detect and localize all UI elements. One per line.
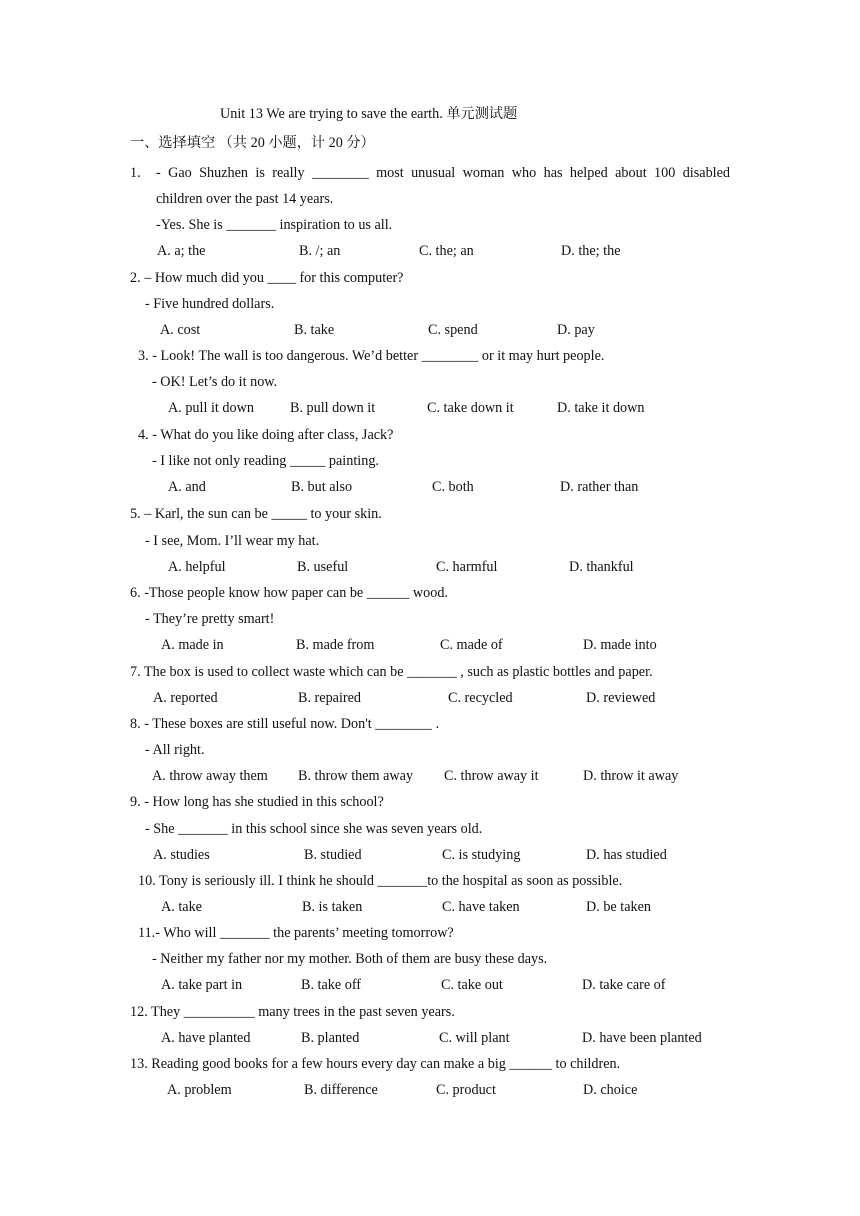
option-d[interactable]: D. take it down xyxy=(557,400,645,416)
option-d[interactable]: D. made into xyxy=(583,637,657,653)
question-text: 3. - Look! The wall is too dangerous. We’d better ________ or it may hurt people. xyxy=(138,348,605,364)
option-c[interactable]: C. have taken xyxy=(442,899,520,915)
option-a[interactable]: A. and xyxy=(168,479,206,495)
option-d[interactable]: D. the; the xyxy=(561,243,621,259)
option-c[interactable]: C. both xyxy=(432,479,474,495)
option-b[interactable]: B. take xyxy=(294,322,335,338)
question-text: children over the past 14 years. xyxy=(156,191,334,207)
option-d[interactable]: D. thankful xyxy=(569,559,634,575)
option-c[interactable]: C. throw away it xyxy=(444,768,539,784)
option-d[interactable]: D. reviewed xyxy=(586,690,656,706)
option-b[interactable]: B. take off xyxy=(301,977,362,993)
question-text: 2. – How much did you ____ for this computer? xyxy=(130,270,404,286)
question-text: - She _______ in this school since she was seven years old. xyxy=(145,821,483,837)
option-c[interactable]: C. take out xyxy=(441,977,503,993)
option-d[interactable]: D. has studied xyxy=(586,847,667,863)
option-a[interactable]: A. a; the xyxy=(157,243,206,259)
option-a[interactable]: A. pull it down xyxy=(168,400,254,416)
option-b[interactable]: B. pull down it xyxy=(290,400,376,416)
option-b[interactable]: B. useful xyxy=(297,559,349,575)
question-text: 8. - These boxes are still useful now. Don't ________ . xyxy=(130,716,440,732)
option-b[interactable]: B. difference xyxy=(304,1082,378,1098)
question-text: 10. Tony is seriously ill. I think he should _______to the hospital as soon as possible. xyxy=(138,873,623,889)
option-d[interactable]: D. pay xyxy=(557,322,595,338)
option-d[interactable]: D. take care of xyxy=(582,977,666,993)
option-c[interactable]: C. product xyxy=(436,1082,496,1098)
option-d[interactable]: D. rather than xyxy=(560,479,639,495)
option-c[interactable]: C. spend xyxy=(428,322,478,338)
question-text: -Yes. She is _______ inspiration to us all. xyxy=(156,217,393,233)
option-a[interactable]: A. problem xyxy=(167,1082,232,1098)
option-b[interactable]: B. /; an xyxy=(299,243,341,259)
question-text: - Gao Shuzhen is really ________ most unusual woman who has helped about 100 disabled xyxy=(156,165,730,181)
option-d[interactable]: D. have been planted xyxy=(582,1030,702,1046)
question-number: 1. xyxy=(130,165,141,181)
option-c[interactable]: C. made of xyxy=(440,637,503,653)
option-a[interactable]: A. cost xyxy=(160,322,201,338)
question-text: 7. The box is used to collect waste which can be _______ , such as plastic bottles and paper. xyxy=(130,664,653,680)
option-a[interactable]: A. made in xyxy=(161,637,224,653)
option-d[interactable]: D. choice xyxy=(583,1082,638,1098)
option-a[interactable]: A. take xyxy=(161,899,202,915)
question-text: 5. – Karl, the sun can be _____ to your skin. xyxy=(130,506,382,522)
question-text: 11.- Who will _______ the parents’ meeting tomorrow? xyxy=(138,925,454,941)
question-text: 12. They __________ many trees in the past seven years. xyxy=(130,1004,455,1020)
option-b[interactable]: B. planted xyxy=(301,1030,360,1046)
option-b[interactable]: B. made from xyxy=(296,637,375,653)
section-heading: 一、选择填空 （共 20 小题，计 20 分） xyxy=(130,135,375,151)
option-c[interactable]: C. is studying xyxy=(442,847,521,863)
option-c[interactable]: C. take down it xyxy=(427,400,514,416)
option-c[interactable]: C. recycled xyxy=(448,690,513,706)
option-a[interactable]: A. studies xyxy=(153,847,210,863)
question-text: - Five hundred dollars. xyxy=(145,296,275,312)
option-b[interactable]: B. is taken xyxy=(302,899,363,915)
question-text: 4. - What do you like doing after class, Jack? xyxy=(138,427,394,443)
option-a[interactable]: A. throw away them xyxy=(152,768,268,784)
option-b[interactable]: B. throw them away xyxy=(298,768,414,784)
question-text: - All right. xyxy=(145,742,205,758)
question-text: 9. - How long has she studied in this school? xyxy=(130,794,384,810)
question-text: - Neither my father nor my mother. Both of them are busy these days. xyxy=(152,951,548,967)
option-a[interactable]: A. take part in xyxy=(161,977,243,993)
option-a[interactable]: A. reported xyxy=(153,690,218,706)
question-text: - I see, Mom. I’ll wear my hat. xyxy=(145,533,320,549)
option-d[interactable]: D. throw it away xyxy=(583,768,679,784)
question-text: 13. Reading good books for a few hours every day can make a big ______ to children. xyxy=(130,1056,621,1072)
option-c[interactable]: C. the; an xyxy=(419,243,474,259)
question-text: - OK! Let’s do it now. xyxy=(152,374,278,390)
option-d[interactable]: D. be taken xyxy=(586,899,652,915)
question-text: 6. -Those people know how paper can be ______ wood. xyxy=(130,585,448,601)
option-a[interactable]: A. helpful xyxy=(168,559,226,575)
question-text: - I like not only reading _____ painting. xyxy=(152,453,379,469)
option-c[interactable]: C. will plant xyxy=(439,1030,510,1046)
option-a[interactable]: A. have planted xyxy=(161,1030,251,1046)
option-b[interactable]: B. but also xyxy=(291,479,353,495)
option-b[interactable]: B. repaired xyxy=(298,690,362,706)
page-title: Unit 13 We are trying to save the earth. 单元测试题 xyxy=(220,106,518,122)
question-text: - They’re pretty smart! xyxy=(145,611,275,627)
option-c[interactable]: C. harmful xyxy=(436,559,498,575)
option-b[interactable]: B. studied xyxy=(304,847,362,863)
